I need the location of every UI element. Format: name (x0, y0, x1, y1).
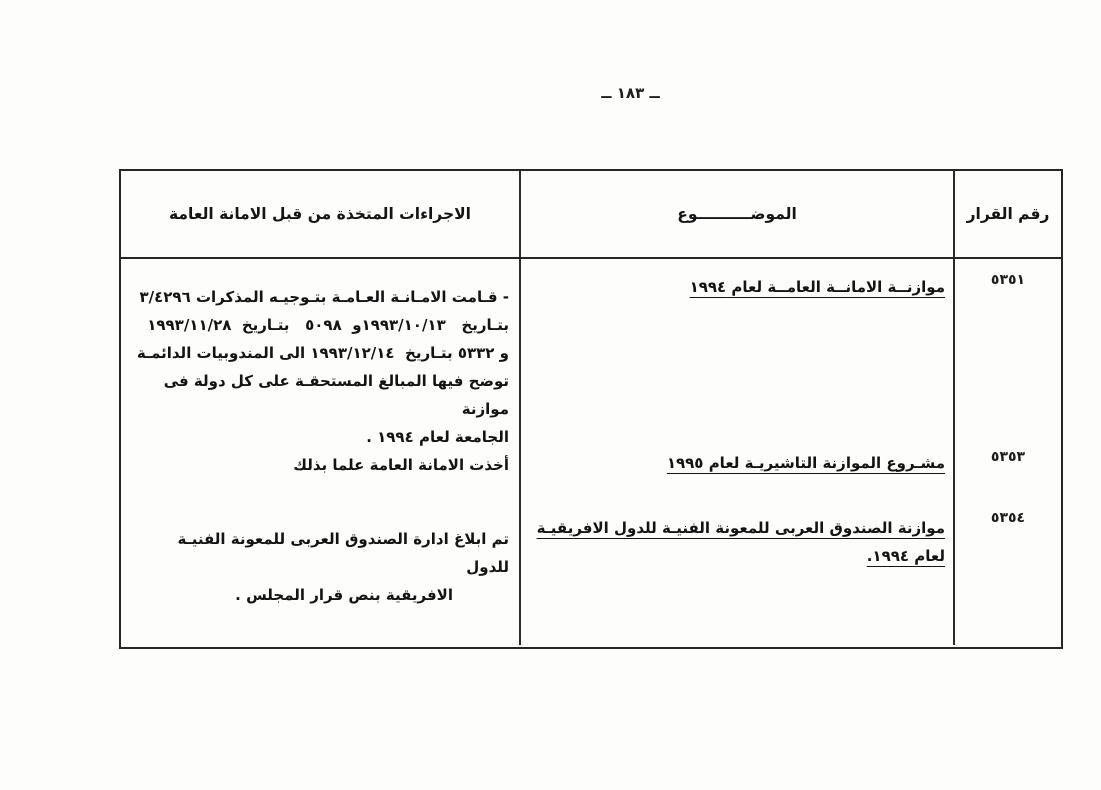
page-number: ــ ١٨٣ ــ (601, 84, 660, 102)
subject-3-line-2: لعام ١٩٩٤. (866, 547, 945, 565)
table-body (121, 259, 1061, 645)
decision-number-1: ٥٣٥١ (990, 272, 1026, 288)
action-1-line-1: - قـامت الامـانـة العـامـة بتـوجيـه المذكرات ٣/٤٢٩٦ (139, 288, 509, 306)
decisions-table (119, 169, 1063, 649)
action-3 (121, 525, 519, 609)
decision-number-3: ٥٣٥٤ (990, 510, 1026, 526)
subject-column (519, 259, 953, 645)
subject-1 (521, 273, 953, 301)
action-3-line-1: تم ابلاغ ادارة الصندوق العربى للمعونة الفنيـة للدول (172, 530, 509, 576)
header-actions: الاجراءات المتخذة من قبل الامانة العامة (169, 205, 471, 223)
action-2 (121, 451, 519, 479)
subject-2 (521, 449, 953, 477)
action-1-line-5: الجامعة لعام ١٩٩٤ . (366, 428, 509, 446)
action-1-line-2: بتـاريخ ١٩٩٣/١٠/١٣و ٥٠٩٨ بتـاريخ ١٩٩٣/١١/٢٨ (147, 316, 509, 334)
subject-1-text: موازنــة الامانــة العامــة لعام ١٩٩٤ (689, 278, 945, 296)
action-3-line-2: الافريقية بنص قرار المجلس . (235, 586, 453, 604)
decision-number-column (953, 259, 1061, 645)
action-1 (121, 283, 519, 451)
header-subject: الموضــــــــــوع (519, 171, 953, 257)
subject-2-text: مشـروع الموازنة التاشيريـة لعام ١٩٩٥ (666, 454, 945, 472)
action-2-line-1: أخذت الامانة العامة علما بذلك (293, 456, 509, 474)
decision-number-2: ٥٣٥٣ (990, 449, 1026, 465)
header-decision-number: رقم القرار (953, 171, 1061, 257)
action-1-line-4: توضح فيها المبالغ المستحقـة على كل دولة فى موازنة (158, 372, 509, 418)
action-1-line-3: و ٥٣٣٢ بتـاريخ ١٩٩٣/١٢/١٤ الى المندوبيات الدائمـة (136, 344, 509, 362)
actions-column (121, 259, 519, 645)
table-header-row (121, 171, 1061, 259)
subject-3 (521, 514, 953, 570)
subject-3-line-1: موازنة الصندوق العربى للمعونة الفنيـة للدول الافريقيـة (536, 519, 945, 537)
